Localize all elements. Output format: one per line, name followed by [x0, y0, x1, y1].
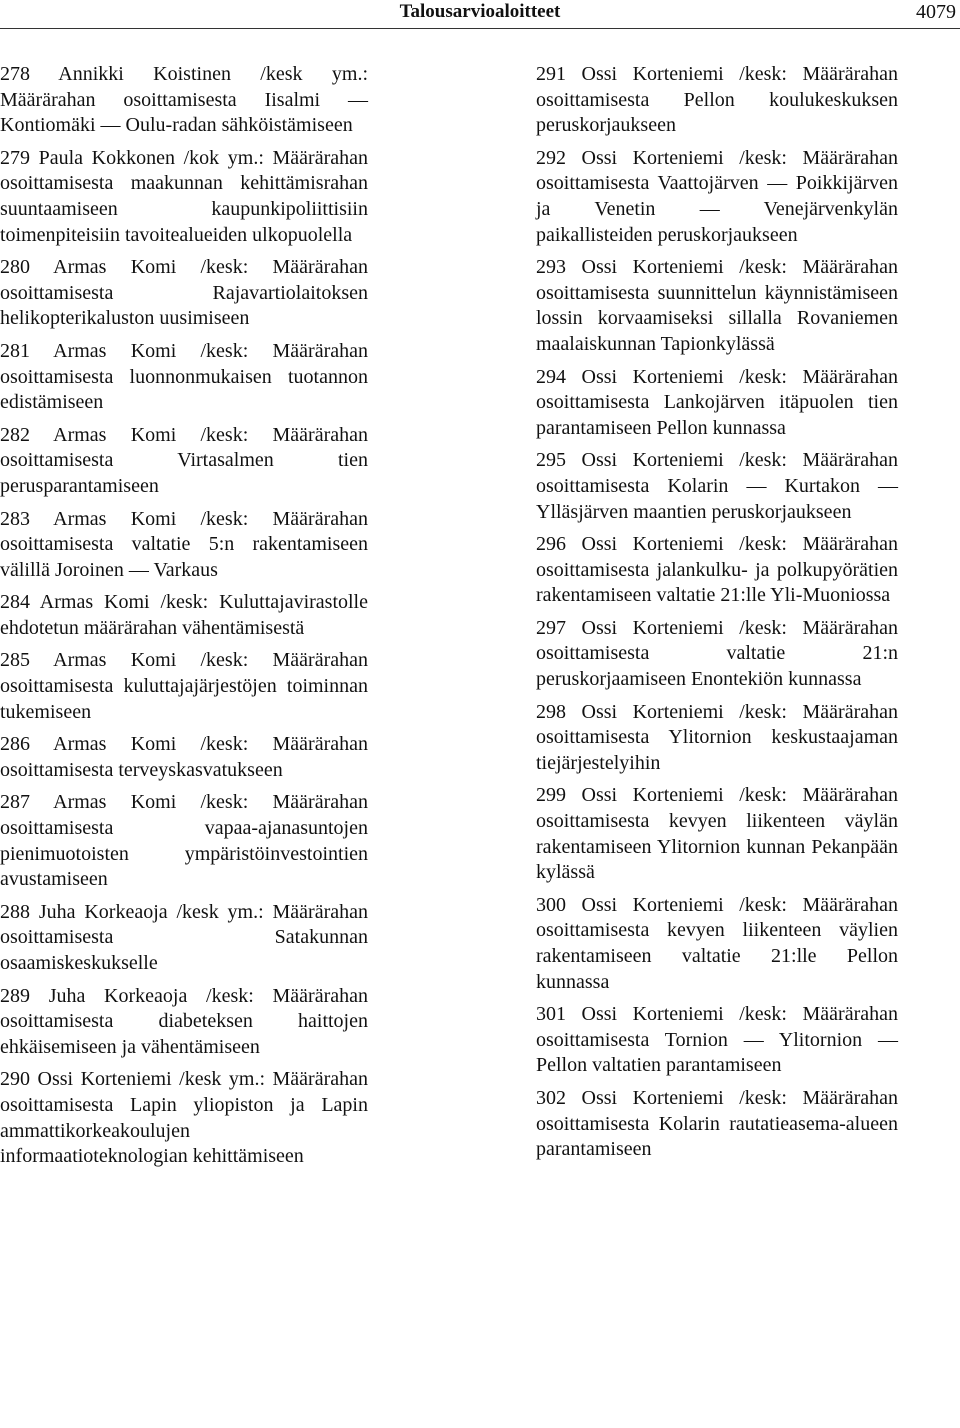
motion-entry-289: 289 Juha Korkeaoja /kesk: Määrärahan osoittamisesta diabeteksen haittojen ehkäisemiseen ja vähentämiseen — [0, 984, 368, 1058]
motion-entry-288: 288 Juha Korkeaoja /kesk ym.: Määrärahan osoittamisesta Satakunnan osaamiskeskukselle — [0, 900, 368, 974]
left-column — [0, 62, 368, 1177]
page-number: 4079 — [916, 1, 956, 23]
motion-entry-287: 287 Armas Komi /kesk: Määrärahan osoittamisesta vapaa-ajanasuntojen pienimuotoisten ympäristöinvestointien avustamiseen — [0, 791, 368, 891]
motion-entry-294: 294 Ossi Korteniemi /kesk: Määrärahan osoittamisesta Lankojärven itäpuolen tien parantamiseen Pellon kunnassa — [536, 365, 898, 439]
motion-entry-292: 292 Ossi Korteniemi /kesk: Määrärahan osoittamisesta Vaattojärven — Poikkijärven ja Venetin — Venejärvenkylän paikallisteiden peruskorjaukseen — [536, 146, 898, 246]
motion-entry-293: 293 Ossi Korteniemi /kesk: Määrärahan osoittamisesta suunnittelun käynnistämiseen lossin korvaamiseksi sillalla Rovaniemen maalaiskunnan Tapionkylässä — [536, 256, 898, 355]
motion-entry-297: 297 Ossi Korteniemi /kesk: Määrärahan osoittamisesta valtatie 21:n peruskorjaamiseen Enontekiön kunnassa — [536, 616, 898, 691]
motion-entry-280: 280 Armas Komi /kesk: Määrärahan osoittamisesta Rajavartiolaitoksen helikopterikaluston uusimiseen — [0, 256, 368, 330]
motion-entry-285: 285 Armas Komi /kesk: Määrärahan osoittamisesta kuluttajajärjestöjen toiminnan tukemiseen — [0, 649, 368, 723]
header-rule — [0, 28, 960, 29]
motion-entry-296: 296 Ossi Korteniemi /kesk: Määrärahan osoittamisesta jalankulku- ja polkupyörätien rakentamiseen valtatie 21:lle Yli-Muoniossa — [536, 533, 898, 607]
motion-entry-295: 295 Ossi Korteniemi /kesk: Määrärahan osoittamisesta Kolarin — Kurtakon — Ylläsjärven maantien peruskorjaukseen — [536, 449, 898, 523]
motion-entry-283: 283 Armas Komi /kesk: Määrärahan osoittamisesta valtatie 5:n rakentamiseen välillä Joroinen — Varkaus — [0, 507, 368, 581]
motion-entry-291: 291 Ossi Korteniemi /kesk: Määrärahan osoittamisesta Pellon koulukeskuksen peruskorjaukseen — [536, 63, 898, 137]
motion-entry-282: 282 Armas Komi /kesk: Määrärahan osoittamisesta Virtasalmen tien perusparantamiseen — [0, 423, 368, 497]
motion-entry-281: 281 Armas Komi /kesk: Määrärahan osoittamisesta luonnonmukaisen tuotannon edistämiseen — [0, 339, 368, 414]
motion-entry-278: 278 Annikki Koistinen /kesk ym.: Määrärahan osoittamisesta Iisalmi — Kontiomäki — Oulu-radan sähköistämiseen — [0, 63, 368, 137]
motion-entry-286: 286 Armas Komi /kesk: Määrärahan osoittamisesta terveyskasvatukseen — [0, 733, 368, 781]
motion-entry-298: 298 Ossi Korteniemi /kesk: Määrärahan osoittamisesta Ylitornion keskustaajaman tiejärjestelyihin — [536, 700, 898, 774]
motion-entry-302: 302 Ossi Korteniemi /kesk: Määrärahan osoittamisesta Kolarin rautatieasema-alueen parantamiseen — [536, 1086, 898, 1161]
running-head — [0, 0, 960, 28]
motion-entry-301: 301 Ossi Korteniemi /kesk: Määrärahan osoittamisesta Tornion — Ylitornion — Pellon valtatien parantamiseen — [536, 1003, 898, 1077]
motion-entry-299: 299 Ossi Korteniemi /kesk: Määrärahan osoittamisesta kevyen liikenteen väylän rakentamiseen Ylitornion kunnan Pekanpään kylässä — [536, 784, 898, 884]
motion-entry-284: 284 Armas Komi /kesk: Kuluttajavirastolle ehdotetun määrärahan vähentämisestä — [0, 591, 368, 639]
motion-entry-279: 279 Paula Kokkonen /kok ym.: Määrärahan osoittamisesta maakunnan kehittämisrahan suuntaamiseen kaupunkipoliittisiin toimenpiteisiin tavoitealueiden ulkopuolella — [0, 146, 368, 246]
motion-entry-290: 290 Ossi Korteniemi /kesk ym.: Määrärahan osoittamisesta Lapin yliopiston ja Lapin ammattikorkeakoulujen informaatioteknologian kehittämiseen — [0, 1068, 368, 1168]
page-header-title: Talousarvioaloitteet — [399, 1, 561, 22]
motion-entry-300: 300 Ossi Korteniemi /kesk: Määrärahan osoittamisesta kevyen liikenteen väylien rakentamiseen valtatie 21:lle Pellon kunnassa — [536, 893, 898, 993]
right-column — [536, 62, 898, 1170]
